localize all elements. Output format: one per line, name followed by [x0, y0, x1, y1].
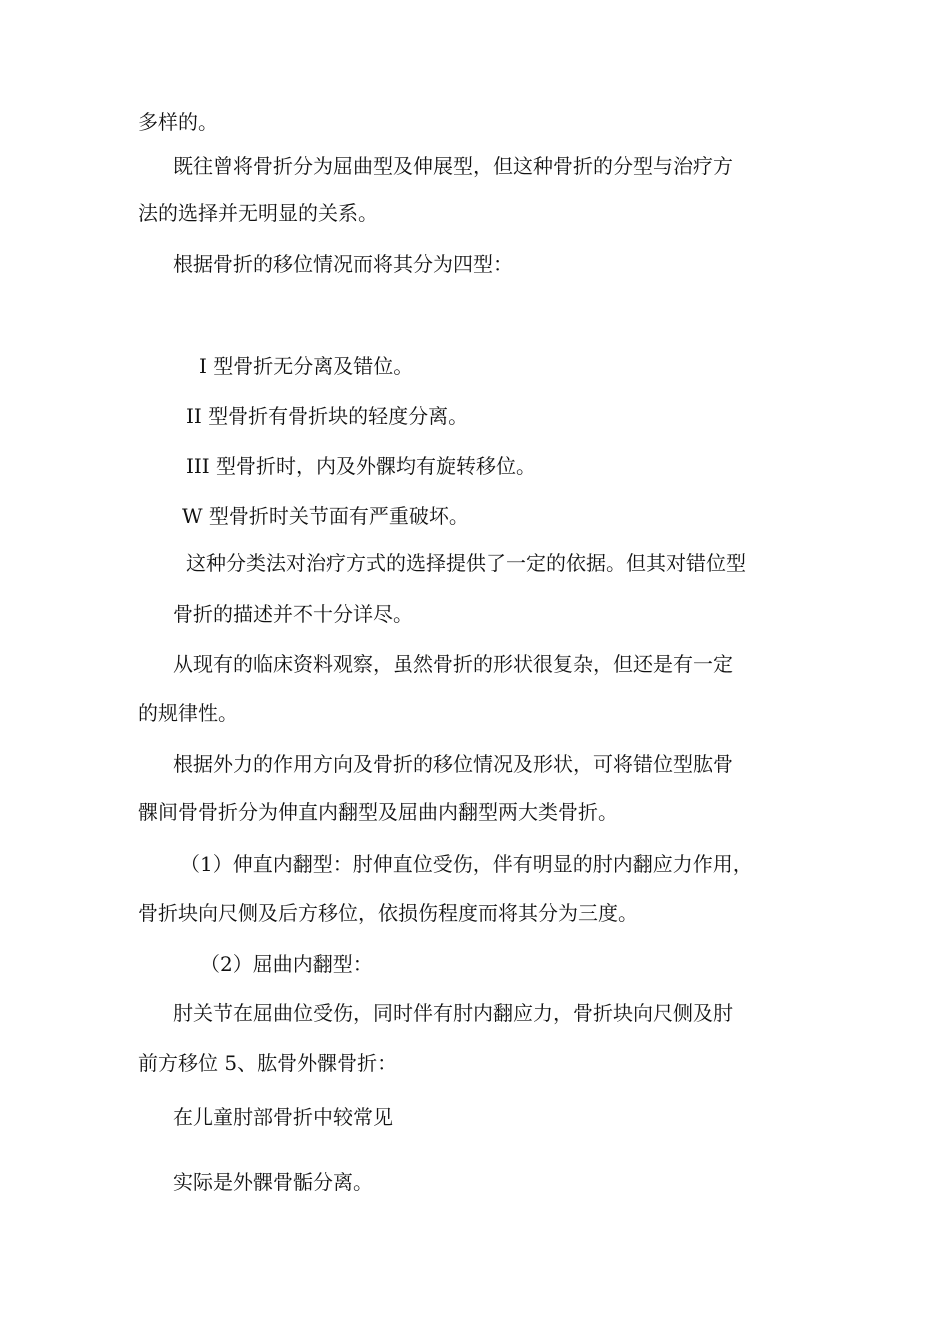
text-line: （2）屈曲内翻型： — [200, 952, 373, 976]
text-line: 根据外力的作用方向及骨折的移位情况及形状，可将错位型肱骨 — [173, 752, 733, 776]
text-line: 肘关节在屈曲位受伤，同时伴有肘内翻应力，骨折块向尺侧及肘 — [173, 1001, 733, 1025]
text-line: I 型骨折无分离及错位。 — [199, 354, 414, 378]
text-line: 骨折块向尺侧及后方移位，依损伤程度而将其分为三度。 — [138, 901, 638, 925]
text-line: （1）伸直内翻型：肘伸直位受伤，伴有明显的肘内翻应力作用， — [180, 852, 753, 876]
text-line: 骨折的描述并不十分详尽。 — [173, 602, 413, 626]
text-line: 从现有的临床资料观察，虽然骨折的形状很复杂，但还是有一定 — [173, 652, 733, 676]
text-line: 法的选择并无明显的关系。 — [138, 201, 378, 225]
text-line: 多样的。 — [138, 110, 218, 134]
text-line: 根据骨折的移位情况而将其分为四型： — [173, 252, 513, 276]
text-line: 既往曾将骨折分为屈曲型及伸展型，但这种骨折的分型与治疗方 — [173, 154, 733, 178]
text-line: III 型骨折时，内及外髁均有旋转移位。 — [186, 454, 537, 478]
text-line: 实际是外髁骨骺分离。 — [173, 1170, 373, 1194]
text-line: 在儿童肘部骨折中较常见 — [173, 1105, 393, 1129]
text-line: 前方移位 5、肱骨外髁骨折： — [138, 1051, 398, 1075]
text-line: 的规律性。 — [138, 701, 238, 725]
text-line: 髁间骨骨折分为伸直内翻型及屈曲内翻型两大类骨折。 — [138, 800, 618, 824]
text-line: 这种分类法对治疗方式的选择提供了一定的依据。但其对错位型 — [186, 551, 746, 575]
text-line: W 型骨折时关节面有严重破坏。 — [182, 504, 469, 528]
text-line: II 型骨折有骨折块的轻度分离。 — [186, 404, 469, 428]
